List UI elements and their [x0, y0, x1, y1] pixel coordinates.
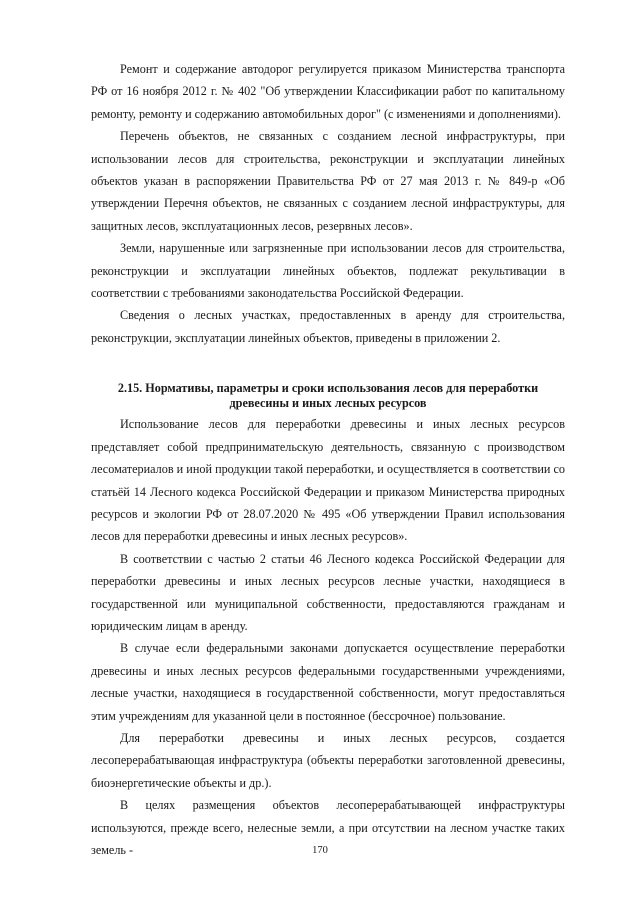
- paragraph-placement: В целях размещения объектов лесоперерабатывающей инфраструктуры используются, прежде всего, нелесные земли, а при отсутствии на лесном участке таких земель -: [91, 798, 565, 857]
- paragraph-processing-definition: Использование лесов для переработки древесины и иных лесных ресурсов представляет собой предпринимательскую деятельность, связанную с производством лесоматериалов и иной продукции такой переработки, и осуществляется в соответствии со статьёй 14 Лесного кодекса Российской Федерации и приказом Министерства природных ресурсов и экологии РФ от 28.07.2020 № 495 «Об утверждении Правил использования лесов для переработки древесины и иных лесных ресурсов».: [91, 417, 565, 544]
- section-heading-line2: древесины и иных лесных ресурсов: [229, 396, 427, 411]
- page-number: 170: [312, 845, 328, 856]
- paragraph-objects-list: Перечень объектов, не связанных с созданием лесной инфраструктуры, при использовании лесов для строительства, реконструкции и эксплуатации линейных объектов указан в распоряжении Правительства РФ от 27 мая 2013 г. № 849-р «Об утверждении Перечня объектов, не связанных с созданием лесной инфраструктуры, для защитных лесов, эксплуатационных лесов, резервных лесов».: [91, 129, 565, 233]
- section-heading: [91, 381, 565, 411]
- paragraph-land-reclamation: Земли, нарушенные или загрязненные при использовании лесов для строительства, реконструкции и эксплуатации линейных объектов, подлежат рекультивации в соответствии с требованиями законодательства Российской Федерации.: [91, 241, 565, 301]
- paragraph-article-46: В соответствии с частью 2 статьи 46 Лесного кодекса Российской Федерации для переработки древесины и иных лесных ресурсов лесные участки, находящиеся в государственной или муниципальной собственности, предоставляются гражданам и юридическим лицам в аренду.: [91, 551, 565, 633]
- paragraph-infrastructure: Для переработки древесины и иных лесных ресурсов, создается лесоперерабатывающая инфраструктура (объекты переработки заготовленной древесины, биоэнергетические объекты и др.).: [91, 730, 565, 790]
- paragraph-federal-institutions: В случае если федеральными законами допускается осуществление переработки древесины и иных лесных ресурсов федеральными государственными учреждениями, лесные участки, находящиеся в государственной собственности, могут предоставляться этим учреждениям для указанной цели в постоянное (бессрочное) пользование.: [91, 641, 565, 723]
- section-heading-line1: 2.15. Нормативы, параметры и сроки использования лесов для переработки: [117, 381, 539, 396]
- paragraph-lease-info: Сведения о лесных участках, предоставленных в аренду для строительства, реконструкции, эксплуатации линейных объектов, приведены в приложении 2.: [91, 308, 565, 345]
- paragraph-road-repair: Ремонт и содержание автодорог регулируется приказом Министерства транспорта РФ от 16 ноября 2012 г. № 402 "Об утверждении Классификации работ по капитальному ремонту, ремонту и содержанию автомобильных дорог" (с изменениями и дополнениями).: [91, 62, 565, 121]
- page-content: [91, 58, 565, 861]
